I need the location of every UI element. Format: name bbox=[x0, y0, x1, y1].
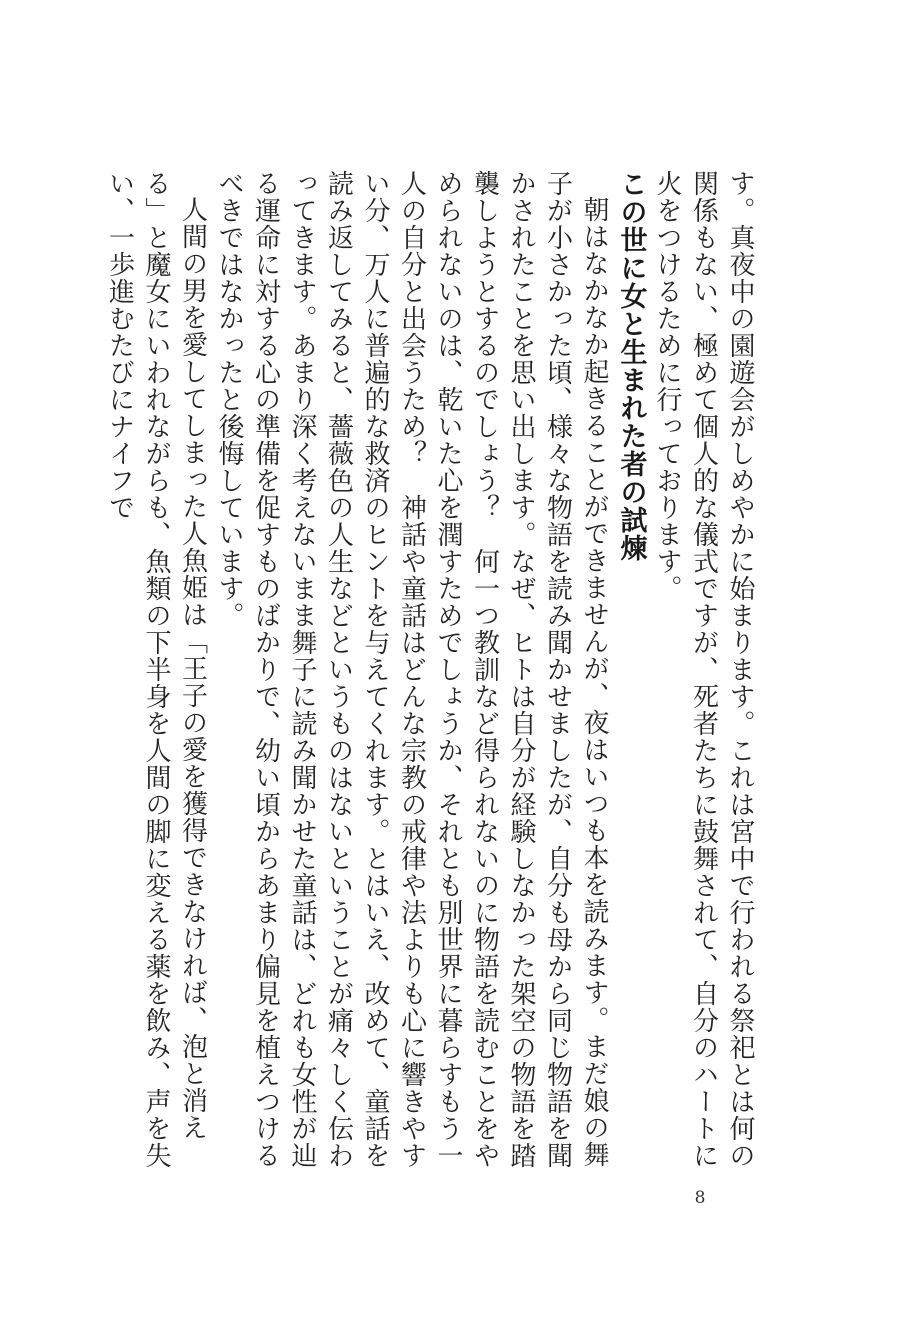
body-paragraph-2: 人間の男を愛してしまった人魚姫は「王子の愛を獲得できなければ、泡と消える」と魔女にいわれながらも、魚類の下半身を人間の脚に変える薬を飲み、声を失い、一歩進むたびにナイフで bbox=[104, 170, 208, 1169]
section-heading: この世に女と生まれた者の試煉 bbox=[615, 170, 647, 562]
vertical-text-block bbox=[38, 170, 758, 1180]
page-number: 8 bbox=[694, 1188, 706, 1208]
body-paragraph-1: 朝はなかなか起きることができませんが、夜はいつも本を読みます。まだ娘の舞子が小さかった頃、様々な物語を読み聞かせましたが、自分も母から同じ物語を聞かされたことを思い出します。なぜ、ヒトは自分が経験しなかった架空の物語を踏襲しようとするのでしょう？ 何一つ教訓など得られないのに物語を読むことをやめられないのは、乾いた心を潤すためでしょうか、それとも別世界に暮らすもう一人の自分と出会うため？ 神話や童話はどんな宗教の戒律や法よりも心に響きやすい分、万人に普遍的な救済のヒントを与えてくれます。とはいえ、改めて、童話を読み返してみると、薔薇色の人生などというものはないということが痛々しく伝わってきます。あまり深く考えないまま舞子に読み聞かせた童話は、どれも女性が辿る運命に対する心の準備を促すものばかりで、幼い頃からあまり偏見を植えつけるべきではなかったと後悔しています。 bbox=[214, 170, 609, 1169]
intro-paragraph: す。真夜中の園遊会がしめやかに始まります。これは宮中で行われる祭祀とは何の関係もない、極めて個人的な儀式ですが、死者たちに鼓舞されて、自分のハートに火をつけるために行っております。 bbox=[652, 170, 755, 1169]
